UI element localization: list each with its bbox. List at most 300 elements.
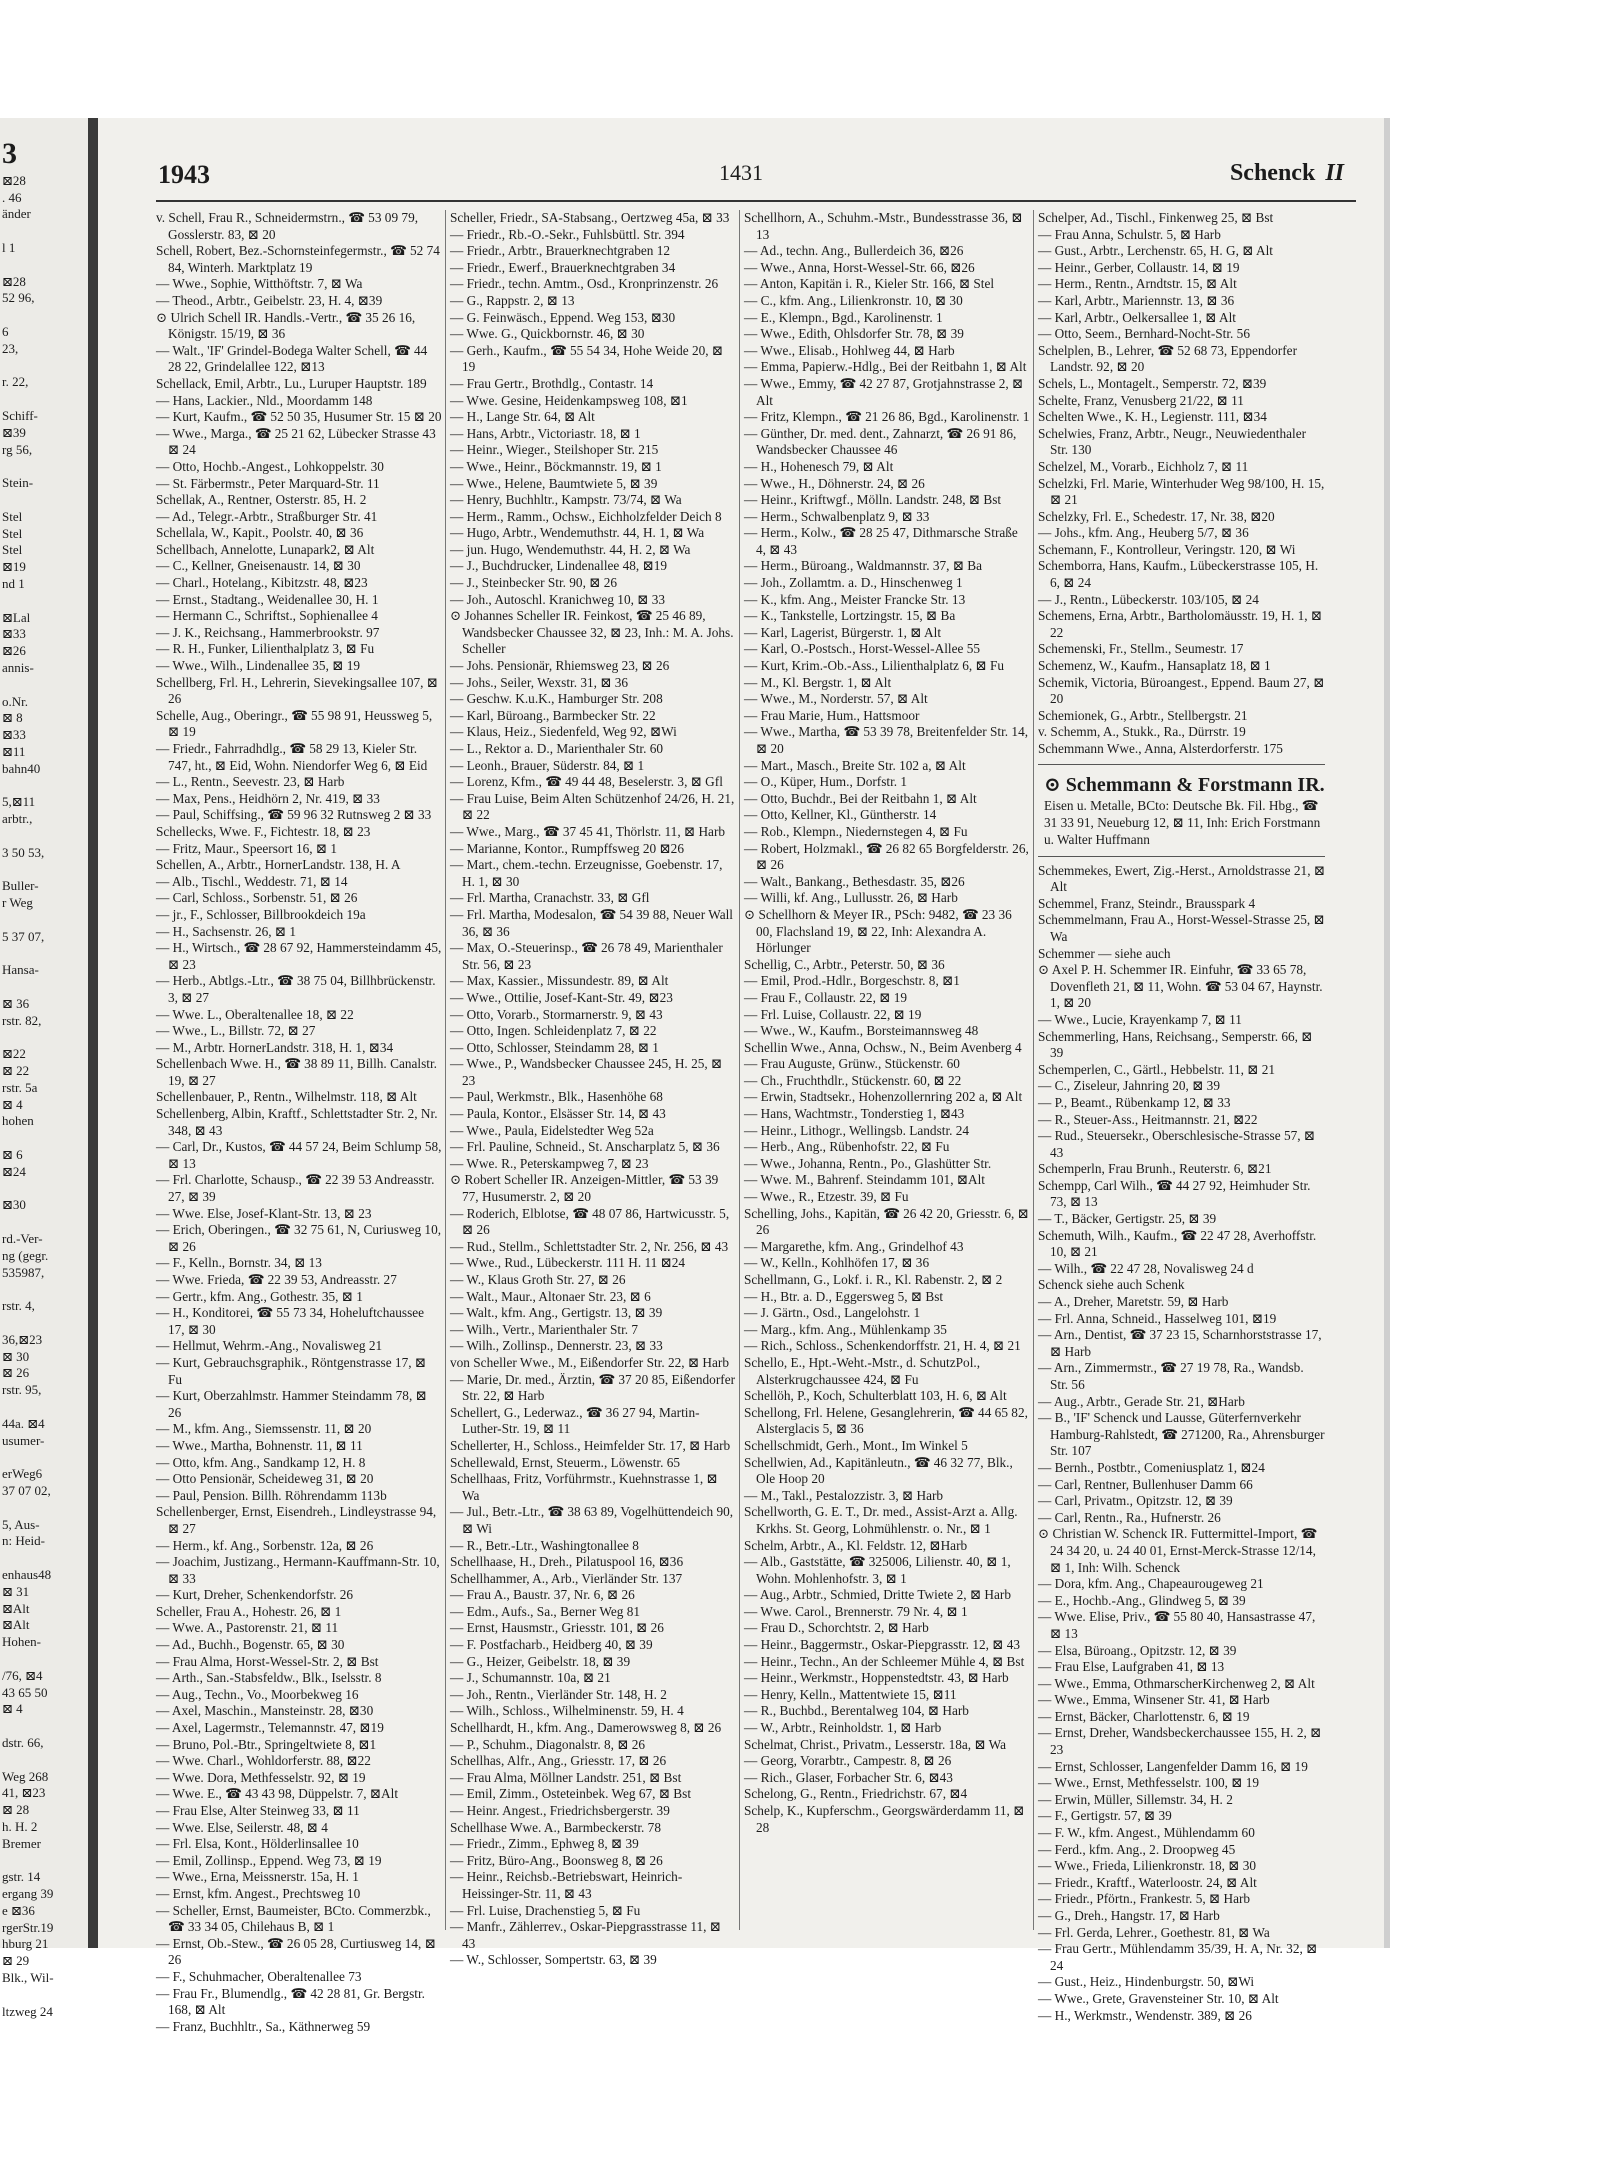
margin-line: ⊠ 4 (2, 1096, 23, 1112)
margin-line (0, 677, 88, 694)
directory-entry: — Ernst, Schlosser, Langenfelder Damm 16, ⊠ 19 (1038, 1758, 1308, 1774)
margin-line (0, 1500, 88, 1517)
directory-entry: Schemmerling, Hans, Reichsang., Semperstr. 66, ⊠ 39 (1038, 1028, 1313, 1061)
directory-entry: Schellerter, H., Schloss., Heimfelder Str. 17, ⊠ Harb (450, 1437, 731, 1453)
directory-entry: — Heinr., Techn., An der Schleemer Mühle 4, ⊠ Bst (744, 1653, 1025, 1669)
margin-line: ⊠ 4 (2, 1701, 23, 1717)
margin-line: Schiff- (2, 407, 38, 423)
margin-line: ⊠ 29 (2, 1953, 30, 1969)
directory-entry: — Wwe., Emma, Winsener Str. 41, ⊠ Harb (1038, 1692, 1270, 1708)
directory-entry: — jr., F., Schlosser, Billbrookdeich 19a (156, 906, 366, 922)
directory-entry: — H., Sachsenstr. 26, ⊠ 1 (156, 923, 297, 939)
directory-entry: Schelong, G., Rentn., Friedrichstr. 67, ⊠4 (744, 1786, 968, 1802)
directory-entry: — Hugo, Arbtr., Wendemuthstr. 44, H. 1, ⊠ Wa (450, 525, 705, 541)
directory-entry: — O., Küper, Hum., Dorfstr. 1 (744, 774, 908, 790)
directory-entry: — Karl, Arbtr., Oelkersallee 1, ⊠ Alt (1038, 309, 1236, 325)
directory-entry: — Margarethe, kfm. Ang., Grindelhof 43 (744, 1238, 964, 1254)
directory-entry: — Ernst., Stadtang., Weidenallee 30, H. 1 (156, 591, 379, 607)
directory-entry: Schelling, Johs., Kapitän, ☎ 26 42 20, Griesstr. 6, ⊠ 26 (744, 1205, 1029, 1238)
margin-line: Hansa- (2, 962, 39, 978)
directory-entry: Schellmann, G., Lokf. i. R., Kl. Rabenstr. 2, ⊠ 2 (744, 1272, 1003, 1287)
directory-entry: — Emil, Zimm., Osteteinbek. Weg 67, ⊠ Bst (450, 1786, 692, 1802)
column-divider (445, 210, 446, 1930)
margin-line (0, 1130, 88, 1147)
directory-entry: — Leonh., Brauer, Süderstr. 84, ⊠ 1 (450, 757, 645, 773)
margin-line (0, 1718, 88, 1735)
directory-entry: ⊙ Ulrich Schell IR. Handls.-Vertr., ☎ 35 26 16, Königstr. 15/19, ⊠ 36 (156, 309, 416, 342)
directory-entry: — Axel, Maschin., Mansteinstr. 28, ⊠30 (156, 1703, 374, 1719)
directory-entry: — Rud., Stellm., Schlettstadter Str. 2, Nr. 256, ⊠ 43 (450, 1238, 729, 1254)
page-header (98, 160, 1384, 200)
directory-entry: — Theod., Arbtr., Geibelstr. 23, H. 4, ⊠39 (156, 292, 383, 308)
margin-line: erWeg6 (2, 1466, 43, 1482)
directory-entry: — Wwe., Sophie, Witthöftstr. 7, ⊠ Wa (156, 276, 363, 292)
directory-entry: Schemperln, Frau Brunh., Reuterstr. 6, ⊠21 (1038, 1161, 1272, 1177)
directory-entry: — Paul, Werkmstr., Blk., Hasenhöhe 68 (450, 1089, 663, 1105)
directory-entry: — Aug., Techn., Vo., Moorbekweg 16 (156, 1686, 359, 1702)
directory-entry: — Wwe., Anna, Horst-Wessel-Str. 66, ⊠26 (744, 259, 975, 275)
margin-line: 6 (2, 323, 9, 339)
previous-page-strip (0, 118, 88, 2019)
margin-line (0, 1214, 88, 1231)
margin-line: ⊠28 (2, 172, 26, 188)
margin-line: ⊠Alt (2, 1600, 30, 1616)
directory-entry: — Wwe. Elise, Priv., ☎ 55 80 40, Hansastrasse 47, ⊠ 13 (1038, 1609, 1316, 1641)
directory-entry: v. Schell, Frau R., Schneidermstrn., ☎ 53 09 79, Gosslerstr. 83, ⊠ 20 (156, 210, 419, 242)
margin-line: Weg 268 (2, 1768, 49, 1784)
margin-line: ⊠33 (2, 727, 26, 743)
directory-entry: — Wwe., Helene, Baumtwiete 5, ⊠ 39 (450, 475, 658, 491)
directory-entry: — Frau Luise, Beim Alten Schützenhof 24/26, H. 21, ⊠ 22 (450, 790, 735, 823)
directory-entry: — Ernst, Bäcker, Charlottenstr. 6, ⊠ 19 (1038, 1708, 1250, 1724)
directory-entry: — R., Buchbd., Berentalweg 104, ⊠ Harb (744, 1703, 969, 1719)
directory-entry: — Herm., Ramm., Ochsw., Eichholzfelder Deich 8 (450, 508, 722, 524)
directory-entry: — C., kfm. Ang., Lilienkronstr. 10, ⊠ 30 (744, 292, 963, 308)
header-rule (156, 200, 1356, 202)
directory-entry: — Wwe. Charl., Wohldorferstr. 88, ⊠22 (156, 1753, 371, 1769)
directory-entry: — Wwe., M., Norderstr. 57, ⊠ Alt (744, 691, 928, 707)
directory-entry: — Henry, Kelln., Mattentwiete 15, ⊠11 (744, 1686, 957, 1702)
directory-entry: Schellak, A., Rentner, Osterstr. 85, H. 2 (156, 492, 367, 508)
margin-line: 23, (2, 340, 19, 356)
directory-entry: — L., Rentn., Seevestr. 23, ⊠ Harb (156, 774, 345, 790)
directory-entry: — Heinr., Wieger., Steilshoper Str. 215 (450, 442, 659, 458)
directory-entry: — Heinr., Reichsb.-Betriebswart, Heinrich-Heissinger-Str. 11, ⊠ 43 (450, 1869, 683, 1901)
page-edge (1384, 118, 1390, 1948)
margin-line: r Weg (2, 895, 33, 911)
directory-entry: Schemik, Victoria, Büroangest., Eppend. Baum 27, ⊠ 20 (1038, 674, 1325, 707)
directory-entry: Schellwien, Ad., Kapitänleutn., ☎ 46 32 77, Blk., Ole Hoop 20 (744, 1454, 1013, 1487)
directory-entry: — St. Färbermstr., Peter Marquard-Str. 11 (156, 475, 380, 491)
directory-entry: — Emil, Prod.-Hdlr., Borgeschstr. 8, ⊠1 (744, 973, 960, 989)
directory-entry: — Joh., Zollamtm. a. D., Hinschenweg 1 (744, 575, 963, 591)
margin-line: Hohen- (2, 1634, 41, 1650)
margin-line: rstr. 82, (2, 1012, 42, 1028)
margin-line: . 46 (2, 189, 22, 205)
directory-entry: — Wwe. A., Pastorenstr. 21, ⊠ 11 (156, 1620, 339, 1636)
margin-line (0, 1449, 88, 1466)
directory-entry: Scheller, Friedr., SA-Stabsang., Oertzweg 45a, ⊠ 33 (450, 210, 730, 225)
directory-entry: Schellbach, Annelotte, Lunapark2, ⊠ Alt (156, 541, 375, 557)
directory-entry: — Wwe. Frieda, ☎ 22 39 53, Andreasstr. 27 (156, 1272, 397, 1287)
directory-entry: — Frl. Luise, Drachenstieg 5, ⊠ Fu (450, 1902, 641, 1918)
directory-entry: — Wwe., Emmy, ☎ 42 27 87, Grotjahnstrasse 2, ⊠ Alt (744, 375, 1024, 408)
directory-entry: — Wilh., Schloss., Wilhelminenstr. 59, H. 4 (450, 1703, 684, 1719)
directory-entry: — Robert, Holzmakl., ☎ 26 82 65 Borgfelderstr. 26, ⊠ 26 (744, 840, 1029, 873)
directory-entry: — Johs. Pensionär, Rhiemsweg 23, ⊠ 26 (450, 658, 670, 674)
directory-entry: — T., Bäcker, Gertigstr. 25, ⊠ 39 (1038, 1211, 1217, 1227)
column-divider (739, 210, 740, 1930)
directory-entry: — Wwe., Grete, Gravensteiner Str. 10, ⊠ Alt (1038, 1990, 1279, 2006)
directory-entry: — Frl. Gerda, Lehrer., Goethestr. 81, ⊠ Wa (1038, 1924, 1270, 1940)
directory-entry: Schemenski, Fr., Stellm., Seumestr. 17 (1038, 641, 1244, 657)
directory-entry: — Frau F., Collaustr. 22, ⊠ 19 (744, 989, 907, 1005)
directory-entry: — Wwe., P., Wandsbecker Chaussee 245, H. 25, ⊠ 23 (450, 1056, 723, 1088)
margin-line: r. 22, (2, 374, 29, 390)
directory-entry: Schellhaas, Fritz, Vorführmstr., Kuehnstrasse 1, ⊠ Wa (450, 1471, 718, 1503)
directory-entry: — Walt., kfm. Ang., Gertigstr. 13, ⊠ 39 (450, 1305, 663, 1321)
directory-entry: — Ernst, kfm. Angest., Prechtsweg 10 (156, 1885, 361, 1901)
directory-entry: — Wwe., Emma, OthmarscherKirchenweg 2, ⊠ Alt (1038, 1675, 1315, 1691)
directory-entry: — Frau Gertr., Mühlendamm 35/39, H. A, Nr. 32, ⊠ 24 (1038, 1941, 1318, 1973)
directory-entry: — Frl. Pauline, Schneid., St. Anscharplatz 5, ⊠ 36 (450, 1139, 720, 1155)
directory-entry: Schellhardt, H., kfm. Ang., Damerowsweg 8, ⊠ 26 (450, 1720, 722, 1736)
margin-line (0, 358, 88, 375)
directory-entry: — Fritz, Maur., Speersort 16, ⊠ 1 (156, 840, 338, 856)
directory-entry: — Heinr., Kriftwgf., Mölln. Landstr. 248, ⊠ Bst (744, 492, 1002, 508)
directory-entry: — Johs., Seiler, Wexstr. 31, ⊠ 36 (450, 674, 629, 690)
directory-entry: — Arn., Dentist, ☎ 37 23 15, Scharnhorststrasse 17, ⊠ Harb (1038, 1327, 1322, 1359)
directory-entry: Schellen, A., Arbtr., HornerLandstr. 138, H. A (156, 857, 401, 873)
directory-entry: — Axel, Lagermstr., Telemannstr. 47, ⊠19 (156, 1720, 384, 1736)
margin-line (0, 1987, 88, 2004)
margin-line: ⊠ 8 (2, 710, 23, 726)
margin-line: usumer- (2, 1432, 45, 1448)
directory-entry: — Wwe., Marga., ☎ 25 21 62, Lübecker Strasse 43 ⊠ 24 (156, 425, 436, 458)
directory-entry: — Frau D., Schorchtstr. 2, ⊠ Harb (744, 1620, 929, 1636)
directory-entry: — W., Arbtr., Reinholdstr. 1, ⊠ Harb (744, 1720, 942, 1736)
column-2 (450, 210, 737, 1968)
directory-entry: — Otto, kfm. Ang., Sandkamp 12, H. 8 (156, 1454, 366, 1470)
margin-line: ⊠24 (2, 1163, 26, 1179)
margin-line (0, 223, 88, 240)
directory-entry: — Wilh., ☎ 22 47 28, Novalisweg 24 d (1038, 1260, 1254, 1276)
directory-entry: — H., Lange Str. 64, ⊠ Alt (450, 409, 595, 425)
directory-entry: — Otto, Hochb.-Angest., Lohkoppelstr. 30 (156, 458, 384, 474)
directory-entry: von Scheller Wwe., M., Eißendorfer Str. 22, ⊠ Harb (450, 1354, 729, 1370)
directory-entry: — Ernst, Ob.-Stew., ☎ 26 05 28, Curtiusweg 14, ⊠ 26 (156, 1935, 436, 1968)
directory-entry: Schellberg, Frl. H., Lehrerin, Sievekingsallee 107, ⊠ 26 (156, 674, 438, 707)
margin-line: Buller- (2, 878, 39, 894)
margin-line: Stel (2, 542, 23, 558)
directory-entry: — Wwe. M., Bahrenf. Steindamm 101, ⊠Alt (744, 1172, 985, 1188)
directory-entry: — H., Konditorei, ☎ 55 73 34, Hoheluftchaussee 17, ⊠ 30 (156, 1305, 425, 1337)
margin-line: gstr. 14 (2, 1869, 41, 1885)
directory-entry: — Emil, Zollinsp., Eppend. Weg 73, ⊠ 19 (156, 1852, 382, 1868)
directory-entry: — Wwe. Carol., Brennerstr. 79 Nr. 4, ⊠ 1 (744, 1603, 968, 1619)
directory-entry: — Lorenz, Kfm., ☎ 49 44 48, Beselerstr. 3, ⊠ Gfl (450, 774, 723, 790)
directory-entry: — Dora, kfm. Ang., Chapeaurougeweg 21 (1038, 1576, 1264, 1592)
margin-line: n: Heid- (2, 1533, 45, 1549)
directory-entry: — Paul, Schiffsing., ☎ 59 96 32 Rutnsweg 2 ⊠ 33 (156, 807, 432, 823)
margin-line: e ⊠36 (2, 1902, 35, 1918)
directory-entry: ⊙ Schellhorn & Meyer IR., PSch: 9482, ☎ 23 36 00, Flachsland 19, ⊠ 22, Inh: Alexandra A. Hörlunger (744, 906, 1012, 956)
directory-entry: — Johs., kfm. Ang., Heuberg 5/7, ⊠ 36 (1038, 525, 1249, 541)
directory-entry: — Wilh., Vertr., Marienthaler Str. 7 (450, 1321, 639, 1337)
directory-entry: — Frau Else, Alter Steinweg 33, ⊠ 11 (156, 1803, 360, 1818)
directory-entry: Schemborra, Hans, Kaufm., Lübeckerstrasse 105, H. 6, ⊠ 24 (1038, 558, 1319, 591)
directory-entry: Schelm, Arbtr., A., Kl. Feldstr. 12, ⊠Harb (744, 1537, 968, 1553)
directory-entry: — Friedr., Fahrradhdlg., ☎ 58 29 13, Kieler Str. 747, ht., ⊠ Eid, Wohn. Niendorfer Weg 6, ⊠ Eid (156, 741, 428, 773)
directory-entry: — F. W., kfm. Angest., Mühlendamm 60 (1038, 1825, 1255, 1841)
margin-line: 5, Aus- (2, 1516, 40, 1532)
directory-entry: — Wwe., Marg., ☎ 37 45 41, Thörlstr. 11, ⊠ Harb (450, 823, 726, 839)
directory-entry: Schellhammer, A., Arb., Vierländer Str. 137 (450, 1570, 683, 1586)
margin-line (0, 945, 88, 962)
margin-line: hohen (2, 1113, 34, 1129)
directory-entry: ⊙ Johannes Scheller IR. Feinkost, ☎ 25 46 89, Wandsbecker Chaussee 32, ⊠ 23, Inh.: M. A. Johs. Scheller (450, 608, 734, 657)
directory-entry: Schemmel, Franz, Steindr., Brausspark 4 (1038, 895, 1256, 911)
directory-entry: Schellhaase, H., Dreh., Pilatuspool 16, ⊠36 (450, 1554, 684, 1570)
margin-line (0, 1651, 88, 1668)
directory-entry: — F., Gertigstr. 57, ⊠ 39 (1038, 1808, 1172, 1824)
directory-entry: — Otto, Vorarb., Stormarnerstr. 9, ⊠ 43 (450, 1006, 663, 1022)
directory-entry: — Friedr., Arbtr., Brauerknechtgraben 12 (450, 243, 671, 259)
directory-entry: — Carl, Schloss., Sorbenstr. 51, ⊠ 26 (156, 890, 358, 906)
directory-entry: — Wilh., Zollinsp., Dennerstr. 23, ⊠ 33 (450, 1338, 663, 1354)
directory-entry: Schelten Wwe., K. H., Legienstr. 111, ⊠34 (1038, 409, 1267, 425)
directory-entry: — H., Werkmstr., Wendenstr. 389, ⊠ 26 (1038, 2007, 1252, 2023)
directory-entry: — Wwe. Else, Seilerstr. 48, ⊠ 4 (156, 1819, 328, 1835)
directory-entry: — Fritz, Klempn., ☎ 21 26 86, Bgd., Karolinenstr. 1 (744, 409, 1030, 425)
directory-entry: Schellhase Wwe. A., Barmbeckerstr. 78 (450, 1819, 661, 1835)
directory-entry: — Heinr., Lithogr., Wellingsb. Landstr. 24 (744, 1122, 970, 1138)
directory-entry: Schemenz, W., Kaufm., Hansaplatz 18, ⊠ 1 (1038, 658, 1271, 674)
margin-line: Stein- (2, 475, 34, 491)
directory-entry: — Aug., Arbtr., Schmied, Dritte Twiete 2, ⊠ Harb (744, 1587, 1012, 1603)
directory-entry: Schempp, Carl Wilh., ☎ 44 27 92, Heimhuder Str. 73, ⊠ 13 (1038, 1177, 1311, 1210)
directory-entry: — H., Hohenesch 79, ⊠ Alt (744, 458, 894, 474)
directory-entry: — Frau A., Baustr. 37, Nr. 6, ⊠ 26 (450, 1587, 635, 1603)
margin-line (0, 1029, 88, 1046)
directory-entry: — Walt., Maur., Altonaer Str. 23, ⊠ 6 (450, 1288, 651, 1304)
margin-line: ⊠ 6 (2, 1147, 23, 1163)
margin-line: annis- (2, 659, 34, 675)
directory-entry: — F., Schuhmacher, Oberaltenallee 73 (156, 1968, 362, 1984)
margin-line: ⊠ 28 (2, 1802, 30, 1818)
directory-entry: — Hans, Lackier., Nld., Moordamm 148 (156, 392, 373, 408)
directory-entry: Schellala, W., Kapit., Poolstr. 40, ⊠ 36 (156, 525, 364, 541)
directory-entry: Schelwies, Franz, Arbtr., Neugr., Neuwiedenthaler Str. 130 (1038, 425, 1307, 458)
directory-entry: — Carl, Rentner, Bullenhuser Damm 66 (1038, 1476, 1253, 1492)
directory-entry: — Frau Else, Laufgraben 41, ⊠ 13 (1038, 1659, 1225, 1675)
directory-entry: Schellong, Frl. Helene, Gesanglehrerin, ☎ 44 65 82, Alsterglacis 5, ⊠ 36 (744, 1404, 1028, 1437)
directory-entry: — Otto Pensionär, Scheideweg 31, ⊠ 20 (156, 1471, 374, 1487)
directory-entry: — Wwe., Wilh., Lindenallee 35, ⊠ 19 (156, 658, 360, 674)
directory-entry: Schellin Wwe., Anna, Ochsw., N., Beim Avenberg 4 (744, 1039, 1022, 1055)
directory-entry: — Fritz, Büro-Ang., Boonsweg 8, ⊠ 26 (450, 1852, 663, 1868)
directory-entry: — Wwe., Johanna, Rentn., Po., Glashütter Str. (744, 1155, 992, 1171)
directory-entry: Schellert, G., Lederwaz., ☎ 36 27 94, Martin-Luther-Str. 19, ⊠ 11 (450, 1404, 700, 1437)
margin-line: rd.-Ver- (2, 1231, 43, 1246)
directory-entry: — Wwe., Martha, ☎ 53 39 78, Breitenfelder Str. 14, ⊠ 20 (744, 724, 1029, 756)
directory-entry: — Kurt, Oberzahlmstr. Hammer Steindamm 78, ⊠ 26 (156, 1388, 427, 1420)
directory-entry: Schellhas, Alfr., Ang., Griesstr. 17, ⊠ 26 (450, 1753, 667, 1769)
directory-entry: — Walt., Bankang., Bethesdastr. 35, ⊠26 (744, 873, 965, 889)
directory-entry: — Friedr., Kraftf., Waterloostr. 24, ⊠ Alt (1038, 1874, 1257, 1890)
margin-line: ⊠19 (2, 559, 26, 575)
directory-entry: — Kurt, Kaufm., ☎ 52 50 35, Husumer Str. 15 ⊠ 20 (156, 409, 442, 425)
directory-entry: — Ernst, Hausmstr., Griesstr. 101, ⊠ 26 (450, 1620, 664, 1636)
directory-entry: Scheller, Frau A., Hohestr. 26, ⊠ 1 (156, 1603, 342, 1619)
column-1 (156, 210, 443, 2034)
directory-entry: — Bruno, Pol.-Btr., Springeltwiete 8, ⊠1 (156, 1736, 377, 1752)
directory-entry: — Manfr., Zählerrev., Oskar-Piepgrasstrasse 11, ⊠ 43 (450, 1919, 721, 1951)
directory-entry: — Erwin, Stadtsekr., Hohenzollernring 202 a, ⊠ Alt (744, 1089, 1023, 1105)
directory-entry: — Ad., techn. Ang., Bullerdeich 36, ⊠26 (744, 243, 964, 259)
directory-entry: — K., kfm. Ang., Meister Francke Str. 13 (744, 591, 966, 607)
margin-line (0, 257, 88, 274)
margin-line: ⊠39 (2, 424, 26, 440)
directory-entry: — Friedr., Zimm., Ephweg 8, ⊠ 39 (450, 1836, 639, 1852)
directory-entry: — Max, Kassier., Missundestr. 89, ⊠ Alt (450, 973, 669, 989)
margin-line (0, 979, 88, 996)
margin-line: arbtr., (2, 811, 33, 827)
directory-entry: Schelp, K., Kupferschm., Georgswärderdamm 11, ⊠ 28 (744, 1803, 1025, 1835)
directory-entry: — Otto, Buchdr., Bei der Reitbahn 1, ⊠ Alt (744, 790, 977, 806)
directory-entry: Schellecks, Wwe. F., Fichtestr. 18, ⊠ 23 (156, 823, 371, 839)
directory-entry: — Alb., Tischl., Weddestr. 71, ⊠ 14 (156, 873, 348, 889)
directory-entry: — Arn., Zimmermstr., ☎ 27 19 78, Ra., Wandsb. Str. 56 (1038, 1360, 1304, 1392)
directory-entry: Schemens, Erna, Arbtr., Bartholomäusstr. 19, H. 1, ⊠ 22 (1038, 608, 1323, 640)
margin-line (0, 861, 88, 878)
directory-entry: ⊙ Robert Scheller IR. Anzeigen-Mittler, ☎ 53 39 77, Husumerstr. 2, ⊠ 20 (450, 1172, 719, 1205)
directory-entry: Schenck siehe auch Schenk (1038, 1277, 1185, 1293)
directory-entry: — R., Betr.-Ltr., Washingtonallee 8 (450, 1537, 639, 1553)
margin-line: ⊠ 36 (2, 995, 30, 1011)
margin-line: hburg 21 (2, 1936, 49, 1952)
directory-entry: — Edm., Aufs., Sa., Berner Weg 81 (450, 1603, 640, 1619)
directory-entry: Schelzky, Frl. E., Schedestr. 17, Nr. 38, ⊠20 (1038, 508, 1275, 524)
directory-entry: — W., Klaus Groth Str. 27, ⊠ 26 (450, 1272, 626, 1287)
directory-entry: — Hans, Wachtmstr., Tonderstieg 1, ⊠43 (744, 1106, 965, 1122)
margin-line: ergang 39 (2, 1886, 54, 1902)
directory-entry: ⊙ Christian W. Schenck IR. Futtermittel-Import, ☎ 24 34 20, u. 24 40 01, Ernst-Merck-Strasse 12/14, ⊠ 1, Inh: Wilh. Schenck (1038, 1526, 1318, 1575)
margin-line: nd 1 (2, 575, 25, 591)
directory-entry: — Heinr., Gerber, Collaustr. 14, ⊠ 19 (1038, 259, 1240, 275)
directory-entry: — Wwe. Dora, Methfesselstr. 92, ⊠ 19 (156, 1769, 366, 1785)
directory-entry: Schemionek, G., Arbtr., Stellbergstr. 21 (1038, 707, 1248, 723)
margin-line: Blk., Wil- (2, 1970, 54, 1986)
directory-entry: Schemmelmann, Frau A., Horst-Wessel-Strasse 25, ⊠ Wa (1038, 912, 1325, 944)
directory-entry: — Joachim, Justizang., Hermann-Kauffmann-Str. 10, ⊠ 33 (156, 1554, 440, 1586)
directory-entry: — Scheller, Ernst, Baumeister, BCto. Commerzbk., ☎ 33 34 05, Chilehaus B, ⊠ 1 (156, 1902, 431, 1935)
directory-entry: — Georg, Vorarbtr., Campestr. 8, ⊠ 26 (744, 1753, 952, 1769)
margin-line: ⊠33 (2, 626, 26, 642)
directory-entry: — Max, Pens., Heidhörn 2, Nr. 419, ⊠ 33 (156, 790, 380, 806)
directory-entry: — Herm., Kolw., ☎ 28 25 47, Dithmarsche Straße 4, ⊠ 43 (744, 525, 1018, 557)
directory-entry: — Kurt, Dreher, Schenkendorfstr. 26 (156, 1587, 354, 1603)
header-page-number: 1431 (719, 160, 763, 185)
directory-entry: — Frau Marie, Hum., Hattsmoor (744, 707, 920, 723)
directory-entry: — C., Kellner, Gneisenaustr. 14, ⊠ 30 (156, 558, 361, 574)
directory-entry: — K., Tankstelle, Lortzingstr. 15, ⊠ Ba (744, 608, 956, 624)
header-running-head (1230, 160, 1344, 187)
directory-entry: — G., Dreh., Hangstr. 17, ⊠ Harb (1038, 1908, 1220, 1923)
margin-line: rgerStr.19 (2, 1919, 54, 1935)
margin-line: Bremer (2, 1835, 41, 1851)
directory-entry: — Hermann C., Schriftst., Sophienallee 4 (156, 608, 378, 624)
directory-entry: — Wwe. Else, Josef-Klant-Str. 13, ⊠ 23 (156, 1205, 372, 1221)
directory-entry: Schels, L., Montagelt., Semperstr. 72, ⊠39 (1038, 375, 1267, 391)
margin-line: o.Nr. (2, 693, 28, 709)
directory-entry: — Alb., Gaststätte, ☎ 325006, Lilienstr. 40, ⊠ 1, Wohn. Mohlenhofstr. 3, ⊠ 1 (744, 1554, 1011, 1586)
directory-entry: — Aug., Arbtr., Gerade Str. 21, ⊠Harb (1038, 1393, 1245, 1409)
directory-entry: — Friedr., Rb.-O.-Sekr., Fuhlsbüttl. Str. 394 (450, 226, 685, 242)
margin-line: rstr. 4, (2, 1298, 35, 1314)
margin-line (0, 492, 88, 509)
directory-entry: — Carl, Rentn., Ra., Hufnerstr. 26 (1038, 1509, 1221, 1525)
directory-entry: — Henry, Buchhltr., Kampstr. 73/74, ⊠ Wa (450, 492, 682, 508)
running-head-name: Schenck (1229, 160, 1316, 186)
directory-entry: Schellig, C., Arbtr., Peterstr. 50, ⊠ 36 (744, 956, 945, 972)
margin-line (0, 593, 88, 610)
margin-line: 52 96, (2, 290, 35, 306)
directory-entry: — H., Wirtsch., ☎ 28 67 92, Hammersteindamm 45, ⊠ 23 (156, 940, 442, 972)
directory-entry: — Willi, kf. Ang., Lullusstr. 26, ⊠ Harb (744, 890, 958, 906)
directory-entry: — jun. Hugo, Wendemuthstr. 44, H. 2, ⊠ Wa (450, 541, 691, 557)
directory-entry: Schelle, Aug., Oberingr., ☎ 55 98 91, Heussweg 5, ⊠ 19 (156, 707, 433, 740)
directory-entry: — W., Schlosser, Sompertstr. 63, ⊠ 39 (450, 1952, 657, 1968)
margin-line: ⊠11 (2, 743, 26, 759)
directory-entry: Schelplen, B., Lehrer, ☎ 52 68 73, Eppendorfer Landstr. 92, ⊠ 20 (1038, 342, 1297, 375)
directory-entry: — Herm., kf. Ang., Sorbenstr. 12a, ⊠ 26 (156, 1537, 374, 1553)
column-divider (1033, 210, 1034, 1930)
directory-entry: — Frau Alma, Möllner Landstr. 251, ⊠ Bst (450, 1769, 682, 1785)
directory-entry: — Carl, Dr., Kustos, ☎ 44 57 24, Beim Schlump 58, ⊠ 13 (156, 1139, 442, 1171)
directory-entry: — Frl. Martha, Modesalon, ☎ 54 39 88, Neuer Wall 36, ⊠ 36 (450, 906, 733, 939)
directory-entry: — Walt., 'IF' Grindel-Bodega Walter Schell, ☎ 44 28 22, Grindelallee 122, ⊠13 (156, 342, 428, 375)
directory-entry: Schello, E., Hpt.-Weht.-Mstr., d. SchutzPol., Alsterkrugchaussee 424, ⊠ Fu (744, 1354, 981, 1387)
directory-entry: — J. Gärtn., Osd., Langelohstr. 1 (744, 1305, 921, 1321)
previous-page-lines (0, 173, 88, 2021)
directory-entry: — J., Buchdrucker, Lindenallee 48, ⊠19 (450, 558, 668, 574)
directory-entry: — Ferd., kfm. Ang., 2. Droopweg 45 (1038, 1841, 1236, 1857)
directory-entry: — Ch., Fruchthdlr., Stückenstr. 60, ⊠ 22 (744, 1072, 962, 1088)
margin-line: 36,⊠23 (2, 1331, 43, 1347)
directory-entry: — J., Steinbecker Str. 90, ⊠ 26 (450, 575, 617, 591)
margin-line: ⊠Lal (2, 609, 31, 625)
margin-line: 44a. ⊠4 (2, 1415, 45, 1431)
directory-entry: — Wwe., Paula, Eidelstedter Weg 52a (450, 1122, 654, 1138)
directory-entry: — Frl. Luise, Collaustr. 22, ⊠ 19 (744, 1006, 922, 1022)
directory-entry: Schemann, F., Kontrolleur, Veringstr. 120, ⊠ Wi (1038, 541, 1296, 557)
margin-line: ⊠ 26 (2, 1365, 30, 1381)
directory-entry: — F., Kelln., Bornstr. 34, ⊠ 13 (156, 1255, 322, 1271)
directory-entry: — Friedr., Pförtn., Frankestr. 5, ⊠ Harb (1038, 1891, 1251, 1907)
directory-entry: — Wwe., Ottilie, Josef-Kant-Str. 49, ⊠23 (450, 989, 673, 1005)
margin-line (0, 1399, 88, 1416)
directory-entry: — Hans, Arbtr., Victoriastr. 18, ⊠ 1 (450, 425, 641, 441)
directory-entry: Schellhorn, A., Schuhm.-Mstr., Bundesstrasse 36, ⊠ 13 (744, 210, 1023, 242)
margin-line: rg 56, (2, 441, 33, 457)
directory-entry: — Frau Anna, Schulstr. 5, ⊠ Harb (1038, 226, 1221, 242)
directory-entry: — E., Hochb.-Ang., Glindweg 5, ⊠ 39 (1038, 1592, 1246, 1608)
margin-line: ⊠ 31 (2, 1583, 30, 1599)
margin-line: änder (2, 206, 31, 222)
directory-entry: — Wwe., H., Döhnerstr. 24, ⊠ 26 (744, 475, 925, 491)
directory-entry: ⊙ Axel P. H. Schemmer IR. Einfuhr, ☎ 33 65 78, Dovenfleth 21, ⊠ 11, Wohn. ☎ 53 04 67, Haynstr. 1, ⊠ 20 (1038, 962, 1323, 1011)
